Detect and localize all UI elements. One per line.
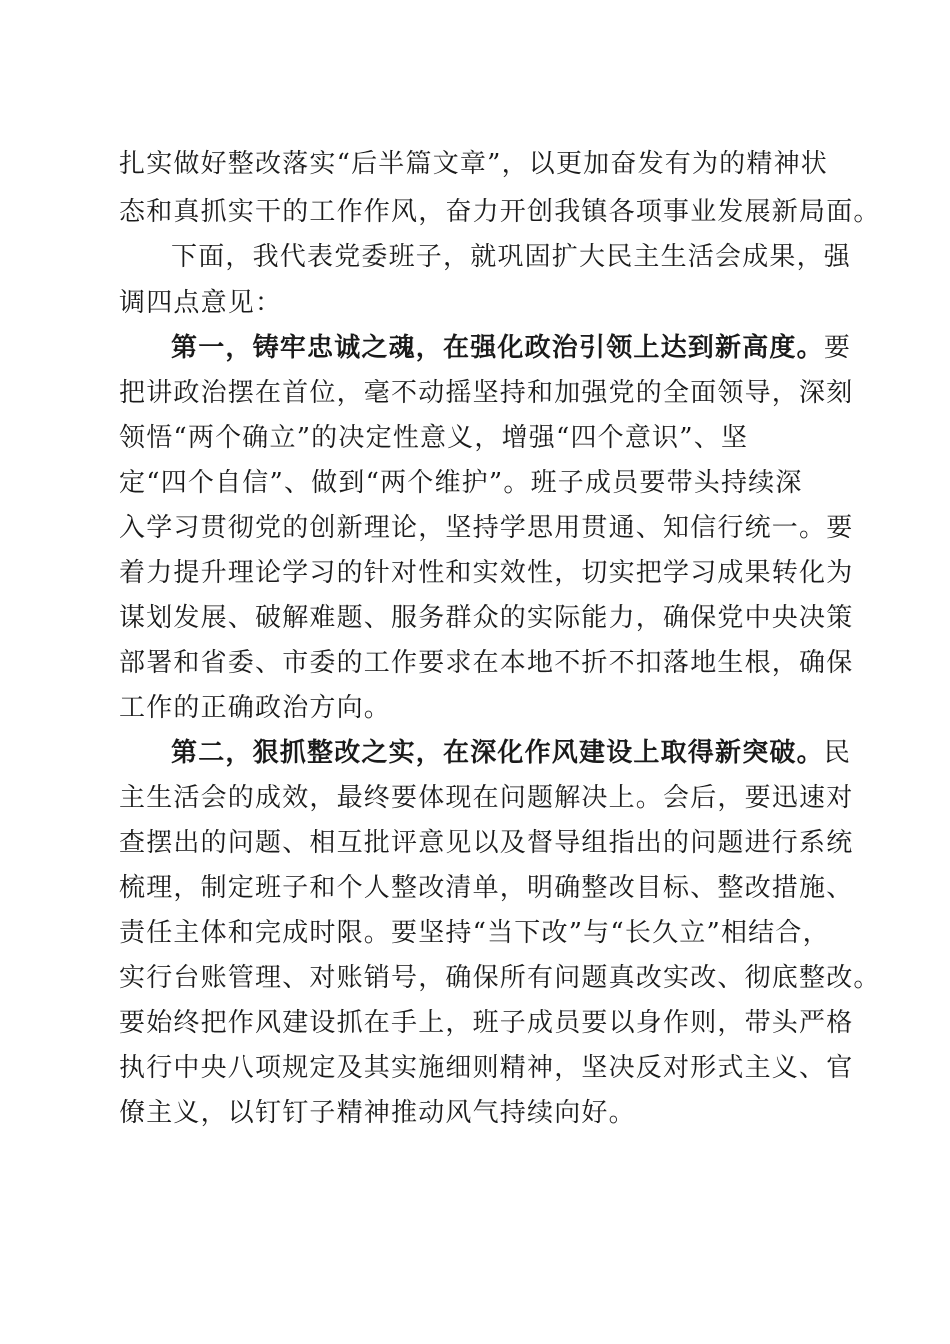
text-line: 查摆出的问题、相互批评意见以及督导组指出的问题进行系统 <box>119 828 854 858</box>
heading-point-two-line <box>171 737 852 769</box>
text-line: 执行中央八项规定及其实施细则精神，坚决反对形式主义、官 <box>119 1053 854 1083</box>
text-line: 态和真抓实干的工作作风，奋力开创我镇各项事业发展新局面。 <box>119 197 881 227</box>
text-line: 扎实做好整改落实“后半篇文章”，以更加奋发有为的精神状 <box>119 149 828 179</box>
text-line: 责任主体和完成时限。要坚持“当下改”与“长久立”相结合， <box>119 918 830 948</box>
text-line: 部署和省委、市委的工作要求在本地不折不扣落地生根，确保 <box>119 648 854 678</box>
paragraph-intro-line: 下面，我代表党委班子，就巩固扩大民主生活会成果，强 <box>171 242 852 272</box>
heading-point-one: 第一，铸牢忠诚之魂，在强化政治引领上达到新高度。 <box>171 333 824 363</box>
text-line: 调四点意见： <box>119 288 283 318</box>
text-line: 要始终把作风建设抓在手上，班子成员要以身作则，带头严格 <box>119 1008 854 1038</box>
text-line: 把讲政治摆在首位，毫不动摇坚持和加强党的全面领导，深刻 <box>119 378 854 408</box>
text-line: 入学习贯彻党的创新理论，坚持学思用贯通、知信行统一。要 <box>119 513 854 543</box>
text-line: 着力提升理论学习的针对性和实效性，切实把学习成果转化为 <box>119 558 854 588</box>
text-line: 工作的正确政治方向。 <box>119 693 392 723</box>
text-line: 领悟“两个确立”的决定性意义，增强“四个意识”、坚 <box>119 423 749 453</box>
text-line: 僚主义，以钉钉子精神推动风气持续向好。 <box>119 1098 636 1128</box>
text-line: 实行台账管理、对账销号，确保所有问题真改实改、彻底整改。 <box>119 963 881 993</box>
text-line: 谋划发展、破解难题、服务群众的实际能力，确保党中央决策 <box>119 603 854 633</box>
heading-point-one-line <box>171 332 852 364</box>
text-span: 要 <box>823 333 852 363</box>
heading-point-two: 第二，狠抓整改之实，在深化作风建设上取得新突破。 <box>171 738 824 768</box>
text-span: 民 <box>823 738 852 768</box>
text-line: 主生活会的成效，最终要体现在问题解决上。会后，要迅速对 <box>119 783 854 813</box>
text-line: 定“四个自信”、做到“两个维护”。班子成员要带头持续深 <box>119 468 803 498</box>
text-line: 梳理，制定班子和个人整改清单，明确整改目标、整改措施、 <box>119 873 854 903</box>
